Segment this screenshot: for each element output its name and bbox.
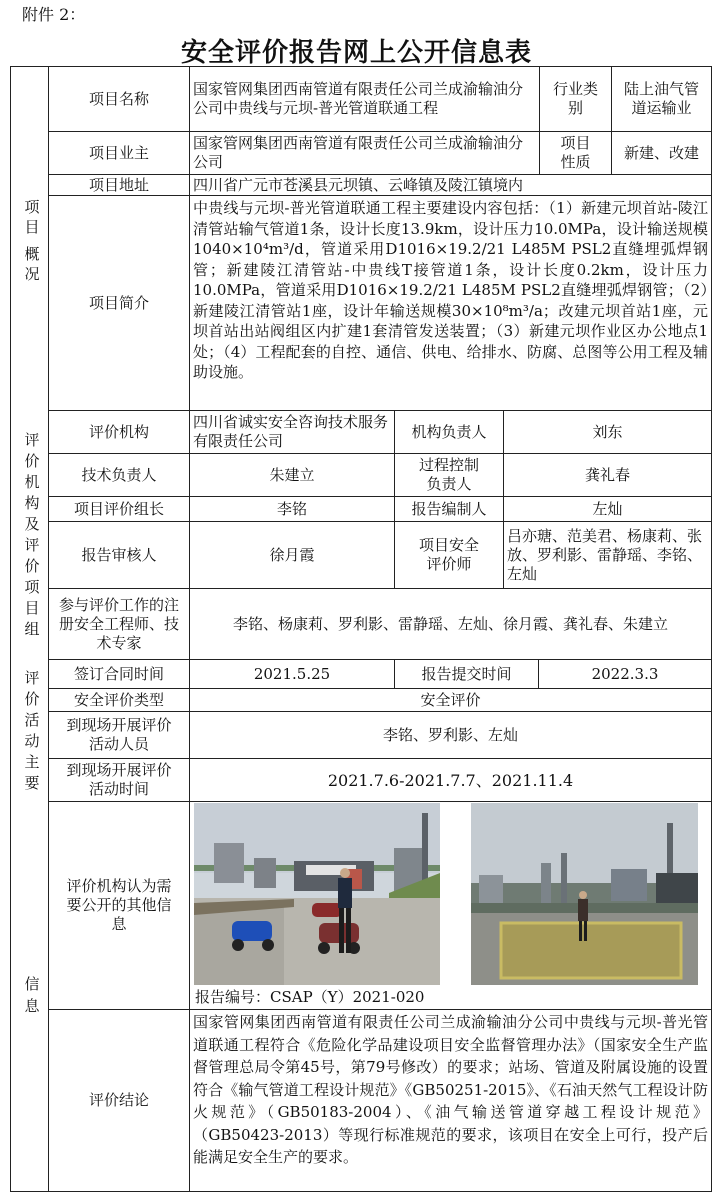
tech-head-label: 技术负责人 bbox=[48, 453, 190, 497]
reviewer: 徐月霞 bbox=[189, 521, 395, 589]
site-photo-1 bbox=[194, 803, 440, 985]
staff-label: 到现场开展评价活动人员 bbox=[48, 711, 190, 759]
intro-label: 项目简介 bbox=[48, 195, 190, 411]
process-head: 龚礼春 bbox=[503, 453, 712, 497]
time-label: 到现场开展评价活动时间 bbox=[48, 758, 190, 802]
address: 四川省广元市苍溪县元坝镇、云峰镇及陵江镇境内 bbox=[189, 174, 712, 196]
reviewer-label: 报告审核人 bbox=[48, 521, 190, 589]
contract-date: 2021.5.25 bbox=[189, 659, 395, 689]
owner: 国家管网集团西南管道有限责任公司兰成渝输油分公司 bbox=[189, 131, 540, 175]
org-head: 刘东 bbox=[503, 410, 712, 454]
eval-type: 安全评价 bbox=[189, 688, 712, 712]
tech-head: 朱建立 bbox=[189, 453, 395, 497]
assessors: 吕亦瑭、范美君、杨康莉、张放、罗利影、雷静瑶、李铭、左灿 bbox=[503, 521, 712, 589]
report-number: 报告编号：CSAP（Y）2021-020 bbox=[195, 988, 425, 1006]
site-photo-2 bbox=[471, 803, 698, 985]
type-label: 安全评价类型 bbox=[48, 688, 190, 712]
org: 四川省诚实安全咨询技术服务有限责任公司 bbox=[189, 410, 395, 454]
nature: 新建、改建 bbox=[611, 131, 712, 175]
org-head-label: 机构负责人 bbox=[394, 410, 504, 454]
address-label: 项目地址 bbox=[48, 174, 190, 196]
industry: 陆上油气管道运输业 bbox=[611, 66, 712, 132]
org-label: 评价机构 bbox=[48, 410, 190, 454]
staff: 李铭、罗利影、左灿 bbox=[189, 711, 712, 759]
other-label: 评价机构认为需要公开的其他信息 bbox=[48, 801, 190, 1010]
conclusion-label: 评价结论 bbox=[48, 1009, 190, 1192]
engineers-label: 参与评价工作的注册安全工程师、技术专家 bbox=[48, 588, 190, 660]
compiler: 左灿 bbox=[503, 496, 712, 522]
contract-label: 签订合同时间 bbox=[48, 659, 190, 689]
industry-label: 行业类别 bbox=[539, 66, 612, 132]
submit-date: 2022.3.3 bbox=[538, 659, 712, 689]
leader-label: 项目评价组长 bbox=[48, 496, 190, 522]
process-label: 过程控制负责人 bbox=[394, 453, 504, 497]
compiler-label: 报告编制人 bbox=[394, 496, 504, 522]
owner-label: 项目业主 bbox=[48, 131, 190, 175]
page-title: 安全评价报告网上公开信息表 bbox=[180, 38, 532, 68]
engineers: 李铭、杨康莉、罗利影、雷静瑶、左灿、徐月霞、龚礼春、朱建立 bbox=[189, 588, 712, 660]
annex-label: 附件 2： bbox=[22, 5, 86, 24]
conclusion: 国家管网集团西南管道有限责任公司兰成渝输油分公司中贵线与元坝-普光管道联通工程符合《危险化学品建设项目安全监督管理办法》（国家安全生产监督管理总局令第45号，第79号修改）的要求；站场、管道及附属设施的设置符合《输气管道工程设计规范》《GB50251-2015》、《石油天然气工程设计防火规范》（GB50183-2004）、《油气输送管道穿越工程设计规范》（GB50423-2013）等现行标准规范的要求，该项目在安全上可行，投产后能满足安全生产的要求。 bbox=[189, 1009, 712, 1192]
project-name: 国家管网集团西南管道有限责任公司兰成渝输油分公司中贵线与元坝-普光管道联通工程 bbox=[189, 66, 540, 132]
project-name-label: 项目名称 bbox=[48, 66, 190, 132]
assessors-label: 项目安全评价师 bbox=[394, 521, 504, 589]
leader: 李铭 bbox=[189, 496, 395, 522]
nature-label: 项目性质 bbox=[539, 131, 612, 175]
visit-time: 2021.7.6-2021.7.7、2021.11.4 bbox=[189, 758, 712, 802]
submit-label: 报告提交时间 bbox=[394, 659, 539, 689]
project-intro: 中贵线与元坝-普光管道联通工程主要建设内容包括：（1）新建元坝首站-陵江清管站输气管道1条，设计长度13.9km，设计压力10.0MPa，设计输送规模1040×10⁴m³/d，管道采用D1016×19.2/21 L485M PSL2直缝埋弧焊钢管；新建陵江清管站-中贵线T接管道1条，设计长度0.2km，设计压力10.0MPa，管道采用D1016×19.2/21 L485M PSL2直缝埋弧焊钢管；（2）新建陵江清管站1座，设计年输送规模30×10⁸m³/a；改建元坝首站1座，元坝首站出站阀组区内扩建1套清管发送装置；（3）新建元坝作业区办公地点1处；（4）工程配套的自控、通信、供电、给排水、防腐、总图等公用工程及辅助设施。 bbox=[189, 195, 712, 411]
